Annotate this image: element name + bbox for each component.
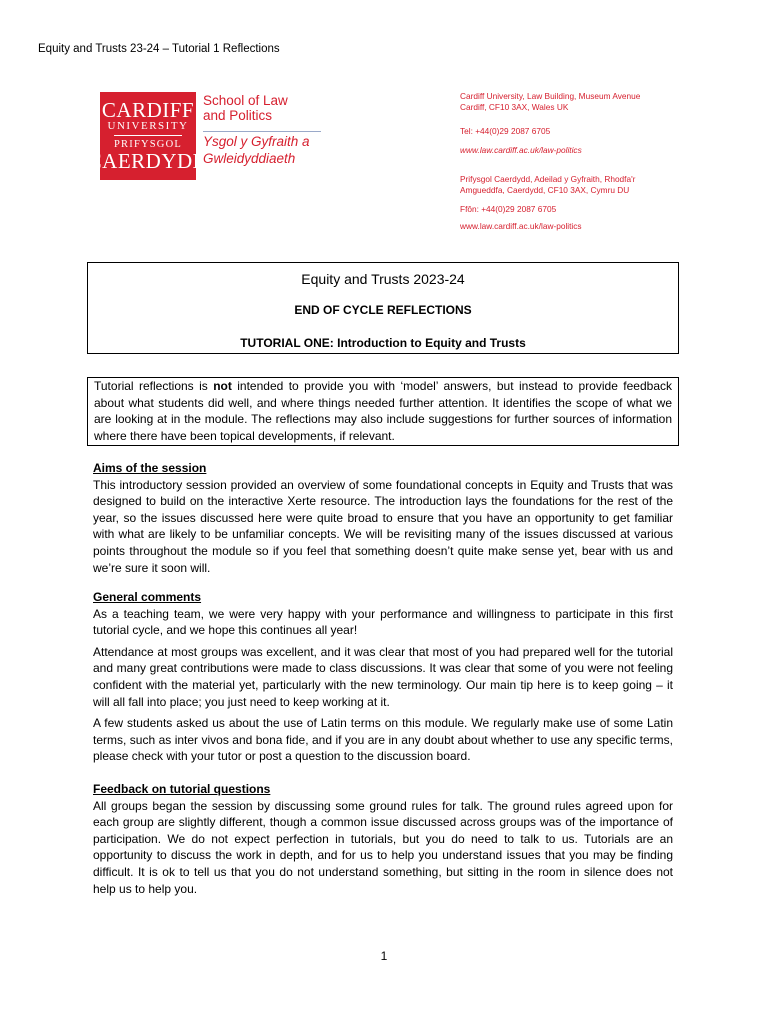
- general-para-2: Attendance at most groups was excellent, and it was clear that most of you had prepared well for the tutorial and many great contributions were made to class discussions. It was clear that some of you were not feeling confident with the material yet, particularly with the new terminology. Our main tip here is to keep going – it will all fall into place; you just need to keep working at it.: [93, 644, 673, 709]
- contact-ffon: Ffôn: +44(0)29 2087 6705: [460, 204, 557, 214]
- intro-bold-not: not: [213, 379, 232, 393]
- aims-section: [93, 460, 673, 576]
- feedback-heading: Feedback on tutorial questions: [93, 782, 271, 796]
- address-en-line1: Cardiff University, Law Building, Museum Avenue: [460, 91, 641, 101]
- reflections-subtitle: END OF CYCLE REFLECTIONS: [294, 303, 472, 317]
- school-name: [203, 93, 288, 123]
- course-title: Equity and Trusts 2023-24: [301, 271, 465, 287]
- logo-line-university: UNIVERSITY: [107, 120, 189, 133]
- contact-tel: Tel: +44(0)29 2087 6705: [460, 126, 551, 136]
- page-header: Equity and Trusts 23-24 – Tutorial 1 Reflections: [38, 43, 280, 55]
- school-name-line1: School of Law: [203, 93, 288, 108]
- feedback-section: [93, 781, 673, 897]
- aims-text: This introductory session provided an overview of some foundational concepts in Equity and Trusts that was designed to build on the interactive Xerte resource. The introduction lays the foundations for the rest of the year, so the issues discussed here were quite broad to ensure that you have an opportunity to get familiar with what are likely to be unfamiliar concepts. We will be revisiting many of the issues discussed at various points throughout the module so if you feel that something doesn’t quite make sense yet, bear with us and we’re sure it soon will.: [93, 477, 673, 575]
- intro-text-end: intended to provide you with ‘model’ answers, but instead to provide feedback about what students did well, and where things needed further attention. It identifies the scope of what we are looking at in the module. The reflections may also include suggestions for further sources of information where there have been topical developments, if relevant.: [94, 379, 672, 443]
- school-welsh-line2: Gwleidyddiaeth: [203, 151, 296, 166]
- general-para-3: A few students asked us about the use of Latin terms on this module. We regularly make use of some Latin terms, such as inter vivos and bona fide, and if you are in any doubt about whether to use any specific terms, please check with your tutor or post a question to the discussion board.: [93, 716, 673, 764]
- contact-address-en: [460, 91, 640, 113]
- contact-web-cy[interactable]: www.law.cardiff.ac.uk/law-politics: [460, 221, 582, 231]
- general-comments-heading: General comments: [93, 590, 202, 604]
- page-number: 1: [380, 949, 388, 963]
- school-divider: [203, 131, 321, 132]
- intro-box: [87, 377, 679, 446]
- address-cy-line1: Prifysgol Caerdydd, Adeilad y Gyfraith, Rhodfa'r: [460, 174, 636, 184]
- address-cy-line2: Amgueddfa, Caerdydd, CF10 3AX, Cymru DU: [460, 185, 630, 195]
- intro-text-start: Tutorial reflections is: [94, 379, 214, 393]
- feedback-text: All groups began the session by discussing some ground rules for talk. The ground rules agreed upon for each group are slightly different, though a common issue discussed across groups was of the importance of participation. We do not expect perfection in tutorials, but you do need to talk to us. Tutorials are an opportunity to discuss the work in depth, and for us to help you understand issues that you may be finding difficult. It is ok to tell us that you do not understand something, but sitting in the room in silence does not help us to help you.: [93, 798, 673, 896]
- logo-line-caerdydd: CAERDYDD: [87, 148, 209, 173]
- contact-address-cy: [460, 174, 635, 196]
- address-en-line2: Cardiff, CF10 3AX, Wales UK: [460, 102, 569, 112]
- contact-web-en[interactable]: www.law.cardiff.ac.uk/law-politics: [460, 145, 582, 155]
- school-name-welsh: [203, 133, 310, 167]
- general-para-1: As a teaching team, we were very happy with your performance and willingness to participate in this first tutorial cycle, and we hope this continues all year!: [93, 606, 673, 638]
- general-comments-section: [93, 589, 673, 765]
- school-welsh-line1: Ysgol y Gyfraith a: [203, 134, 310, 149]
- title-box: [87, 262, 679, 354]
- school-name-line2: and Politics: [203, 108, 273, 123]
- logo-line-cardiff: CARDIFF: [101, 98, 195, 123]
- aims-heading: Aims of the session: [93, 461, 207, 475]
- cardiff-university-logo: [87, 92, 209, 180]
- logo-line-prifysgol: PRIFYSGOL: [114, 135, 182, 151]
- tutorial-title: TUTORIAL ONE: Introduction to Equity and Trusts: [240, 336, 526, 350]
